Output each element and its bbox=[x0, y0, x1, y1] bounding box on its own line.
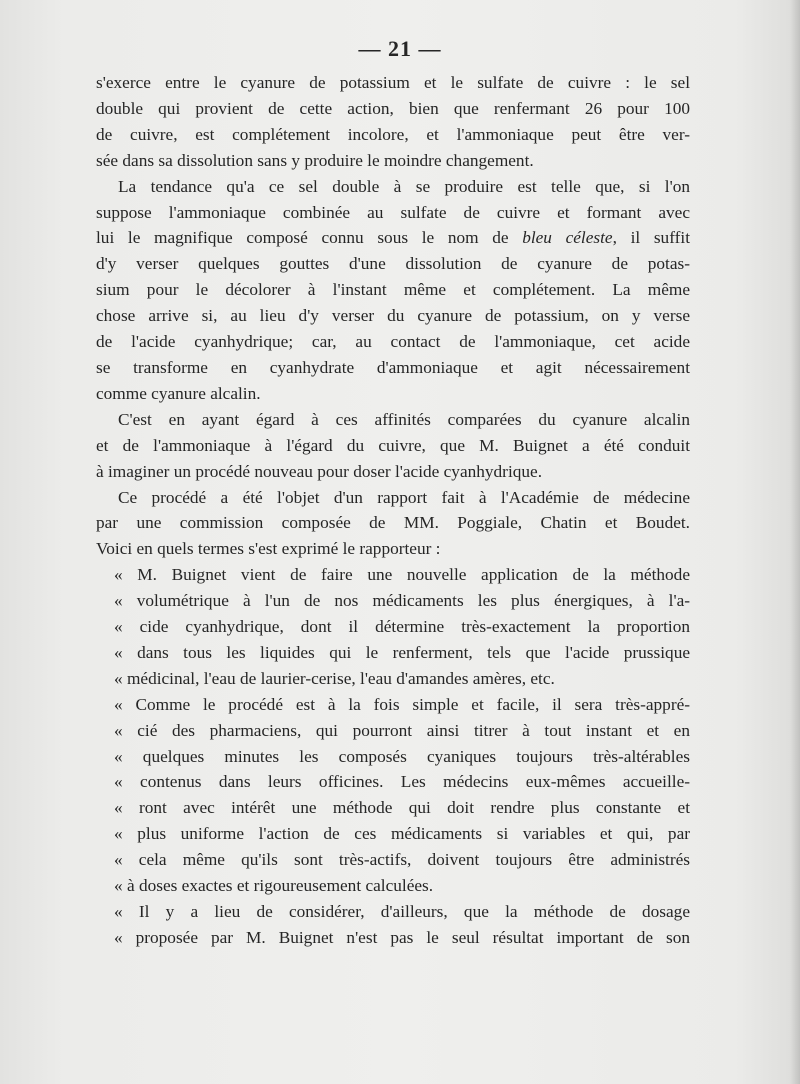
text-line: à imaginer un procédé nouveau pour doser l'acide cyanhydrique. bbox=[96, 461, 543, 481]
text-line: et de l'ammoniaque à l'égard du cuivre, que M. Buignet a été conduit bbox=[96, 435, 690, 455]
page-number: — 21 — bbox=[358, 36, 442, 61]
text-line: chose arrive si, au lieu d'y verser du cyanure de potassium, on y verse bbox=[96, 306, 690, 326]
text-line: « Comme le procédé est à la fois simple et facile, il sera très-appré- bbox=[114, 694, 690, 714]
text-line: double qui provient de cette action, bien que renfermant 26 pour 100 bbox=[96, 98, 690, 118]
text-line: suppose l'ammoniaque combinée au sulfate de cuivre et formant avec bbox=[96, 202, 690, 222]
text-line: s'exerce entre le cyanure de potassium et le sulfate de cuivre : le sel bbox=[96, 73, 690, 92]
text-line: par une commission composée de MM. Poggiale, Chatin et Boudet. bbox=[96, 513, 690, 533]
text-line: « contenus dans leurs officines. Les médecins eux-mêmes accueille- bbox=[114, 772, 690, 792]
text-line: « proposée par M. Buignet n'est pas le seul résultat important de son bbox=[114, 927, 690, 947]
text-line: La tendance qu'a ce sel double à se produire est telle que, si l'on bbox=[118, 176, 690, 196]
text-line: « dans tous les liquides qui le renferment, tels que l'acide prussique bbox=[114, 642, 690, 662]
text-line: lui le magnifique composé connu sous le nom de bleu céleste, il suffit bbox=[96, 228, 691, 248]
text-line: « cié des pharmaciens, qui pourront ainsi titrer à tout instant et en bbox=[114, 720, 690, 740]
text-line: sium pour le décolorer à l'instant même et complétement. La même bbox=[96, 280, 690, 300]
text-line: « ront avec intérêt une méthode qui doit rendre plus constante et bbox=[114, 798, 690, 818]
text-line: « Il y a lieu de considérer, d'ailleurs, que la méthode de dosage bbox=[114, 902, 690, 921]
text-line: C'est en ayant égard à ces affinités comparées du cyanure alcalin bbox=[118, 409, 690, 429]
text-line: « M. Buignet vient de faire une nouvelle application de la méthode bbox=[114, 565, 690, 585]
text-line: « cide cyanhydrique, dont il détermine très-exactement la proportion bbox=[114, 617, 690, 637]
text-line: sée dans sa dissolution sans y produire le moindre changement. bbox=[96, 150, 534, 170]
text-line: « volumétrique à l'un de nos médicaments les plus énergiques, à l'a- bbox=[114, 591, 690, 611]
text-line: « cela même qu'ils sont très-actifs, doivent toujours être administrés bbox=[114, 850, 690, 870]
text-line: d'y verser quelques gouttes d'une dissolution de cyanure de potas- bbox=[96, 254, 690, 274]
text-line: « médicinal, l'eau de laurier-cerise, l'eau d'amandes amères, etc. bbox=[114, 668, 555, 688]
text-line: de cuivre, est complétement incolore, et l'ammoniaque peut être ver- bbox=[96, 124, 690, 144]
text-line: « quelques minutes les composés cyaniques toujours très-altérables bbox=[114, 746, 690, 766]
text-line: se transforme en cyanhydrate d'ammoniaque et agit nécessairement bbox=[96, 357, 690, 377]
text-line: « à doses exactes et rigoureusement calculées. bbox=[114, 876, 434, 896]
text-line: Voici en quels termes s'est exprimé le rapporteur : bbox=[96, 539, 441, 559]
text-line: « plus uniforme l'action de ces médicaments si variables et qui, par bbox=[114, 824, 690, 844]
body-text bbox=[96, 70, 690, 951]
text-line: comme cyanure alcalin. bbox=[96, 383, 261, 403]
text-line: de l'acide cyanhydrique; car, au contact de l'ammoniaque, cet acide bbox=[96, 332, 690, 352]
text-line: Ce procédé a été l'objet d'un rapport fait à l'Académie de médecine bbox=[118, 487, 690, 507]
